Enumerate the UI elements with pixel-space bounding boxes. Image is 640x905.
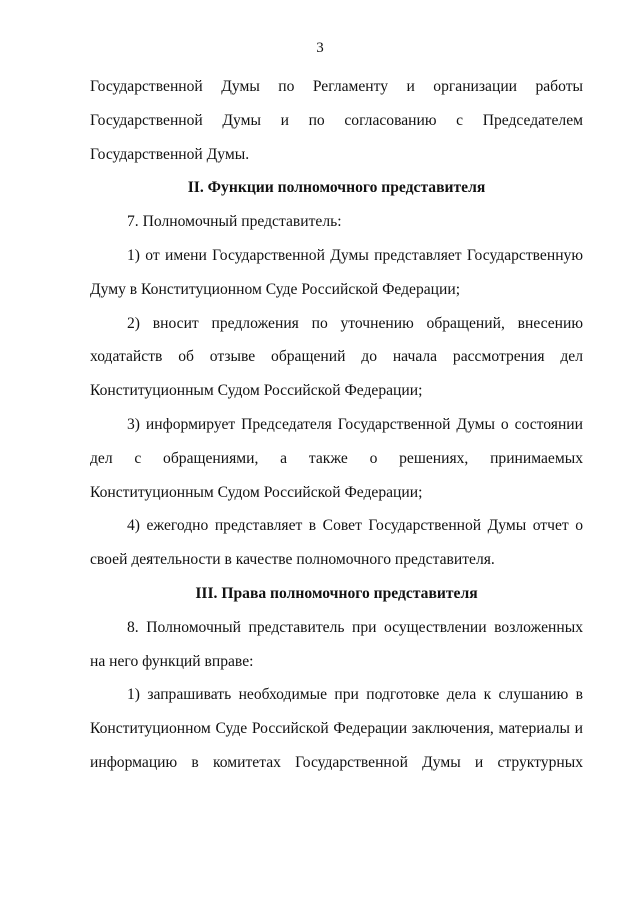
paragraph-continuation: Государственной Думы по Регламенту и организации работы Государственной Думы и по согласованию с Председателем Государственной Думы. (90, 78, 583, 163)
paragraph-item-7-3: 3) информирует Председателя Государственной Думы о состоянии дел с обращениями, а также о решениях, принимаемых Конституционным Судом Российской Федерации; (90, 415, 583, 501)
section-heading-rights: III. Права полномочного представителя (195, 584, 478, 602)
document-body (90, 70, 583, 780)
section-heading-functions: II. Функции полномочного представителя (187, 179, 486, 197)
paragraph-item-7-2: 2) вносит предложения по уточнению обращений, внесению ходатайств об отзыве обращений до начала рассмотрения дел Конституционным Судом Российской Федерации; (90, 314, 583, 400)
paragraph-item-7-4: 4) ежегодно представляет в Совет Государственной Думы отчет о своей деятельности в качестве полномочного представителя. (90, 517, 583, 569)
paragraph-item-8: 8. Полномочный представитель при осуществлении возложенных на него функций вправе: (90, 618, 583, 670)
paragraph-item-7-1: 1) от имени Государственной Думы представляет Государственную Думу в Конституционном Суде Российской Федерации; (90, 246, 583, 298)
paragraph-item-8-1: 1) запрашивать необходимые при подготовке дела к слушанию в Конституционном Суде Российской Федерации заключения, материалы и информацию в комитетах Государственной Думы и структурных (90, 686, 583, 771)
page-number: 3 (316, 40, 324, 56)
paragraph-item-7: 7. Полномочный представитель: (127, 213, 342, 231)
